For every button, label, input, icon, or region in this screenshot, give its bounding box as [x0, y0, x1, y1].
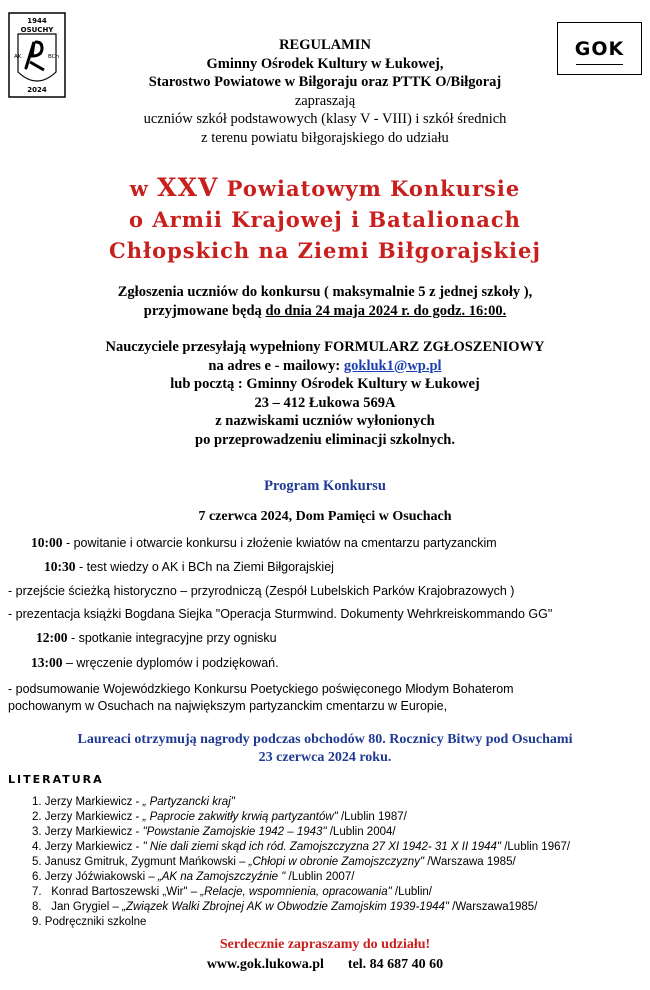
registration [0, 283, 650, 320]
registration-deadline: do dnia 24 maja 2024 r. do godz. 16:00. [265, 302, 507, 319]
registration-prefix: przyjmowane będą [143, 302, 266, 319]
registration-line-1: Zgłoszenia uczniów do konkursu ( maksymalnie 5 z jednej szkoły ), [117, 284, 533, 300]
lit-num: 7. [32, 886, 42, 898]
lit-rest: /Lublin 1987/ [337, 811, 407, 823]
logo-bottom-year: 2024 [27, 86, 47, 94]
program-summary-line-2: pochowanym w Osuchach na największym partyzanckim cmentarzu w Europie, [8, 699, 448, 713]
footer-contact [0, 957, 650, 973]
lit-rest: /Lublin/ [391, 886, 432, 898]
lit-author: Jerzy Jóźwiakowski – [44, 871, 158, 883]
regulamin-title: REGULAMIN [279, 37, 371, 53]
footer-phone: tel. 84 687 40 60 [347, 957, 444, 972]
literature-item [32, 885, 432, 899]
organizer-line-1: Gminny Ośrodek Kultury w Łukowej, [206, 55, 444, 72]
laureates-line-2: 23 czerwca 2024 roku. [258, 750, 392, 765]
teachers-info [0, 338, 650, 449]
footer-invite: Serdecznie zapraszamy do udziału! [219, 937, 431, 952]
audience-line-1: uczniów szkół podstawowych (klasy V - VIII) i szkół średnich [143, 111, 507, 127]
program-text: - spotkanie integracyjne przy ognisku [67, 631, 277, 645]
teachers-line-4: 23 – 412 Łukowa 569A [254, 394, 396, 411]
lit-author: Janusz Gmitruk, Zygmunt Mańkowski – [44, 856, 249, 868]
literature-item [32, 795, 235, 809]
program-summary-line-1: - podsumowanie Wojewódzkiego Konkursu Poetyckiego poświęconego Młodym Bohaterom [8, 682, 514, 696]
program-text: - test wiedzy o AK i BCh na Ziemi Biłgorajskiej [75, 560, 334, 574]
lit-rest: /Warszawa1985/ [448, 901, 538, 913]
program-heading: Program Konkursu [264, 478, 386, 494]
organizer-line-2: Starostwo Powiatowe w Biłgoraju oraz PTTK O/Biłgoraj [148, 74, 502, 90]
lit-title: „ Partyzancki kraj" [142, 796, 235, 808]
lit-title: „Chłopi w obronie Zamojszczyzny" [248, 856, 425, 868]
contest-title-line-2: o Armii Krajowej i Batalionach [129, 207, 521, 232]
logo-left-text: AK [14, 54, 22, 60]
teachers-line-3: lub pocztą : Gminny Ośrodek Kultury w Łukowej [170, 376, 480, 392]
literature-heading: LITERATURA [8, 773, 104, 786]
header [0, 36, 650, 147]
laureates-line-1: Laureaci otrzymują nagrody podczas obchodów 80. Rocznicy Bitwy pod Osuchami [77, 732, 573, 747]
lit-title: „Relacje, wspomnienia, opracowania" [200, 886, 392, 898]
program-item-6 [31, 655, 279, 671]
lit-num: 3. [32, 826, 42, 838]
title-line1-rest: Powiatowym Konkursie [218, 176, 521, 201]
logo-right-text: BCh [48, 54, 60, 60]
lit-num: 6. [32, 871, 42, 883]
lit-author: Jerzy Markiewicz - [44, 841, 143, 853]
contest-title [0, 172, 650, 266]
lit-title: „Związek Walki Zbrojnej AK w Obwodzie Zamojskim 1939-1944" [122, 901, 449, 913]
lit-num: 9. [32, 916, 42, 928]
program-time: 13:00 [31, 655, 63, 670]
literature-item [32, 855, 516, 869]
gok-logo-text: GOK [574, 37, 625, 60]
literature-item [32, 900, 537, 914]
contest-title-line-3: Chłopskich na Ziemi Biłgorajskiej [109, 238, 541, 263]
footer-website[interactable]: www.gok.lukowa.pl [206, 957, 324, 972]
lit-num: 5. [32, 856, 42, 868]
lit-num: 1. [32, 796, 42, 808]
lit-author: Konrad Bartoszewski „Wir" – [51, 886, 201, 898]
contest-title-line-1 [0, 172, 650, 204]
lit-title: „ Paprocie zakwitły krwią partyzantów" [142, 811, 338, 823]
literature-item [32, 840, 570, 854]
teachers-line-5: z nazwiskami uczniów wyłonionych [215, 413, 435, 429]
title-roman-numeral: XXV [157, 173, 219, 202]
email-link[interactable]: gokluk1@wp.pl [343, 357, 442, 374]
program-item-4 [8, 606, 552, 622]
teachers-line-6: po przeprowadzeniu eliminacji szkolnych. [195, 431, 455, 448]
lit-num: 2. [32, 811, 42, 823]
logo-top-year: 1944 [27, 17, 47, 25]
lit-title: "Powstanie Zamojskie 1942 – 1943" [142, 826, 327, 838]
program-text: - powitanie i otwarcie konkursu i złożenie kwiatów na cmentarzu partyzanckim [62, 536, 497, 550]
lit-rest: /Lublin 2007/ [285, 871, 355, 883]
program-time: 12:00 [36, 630, 68, 645]
literature-item [32, 870, 354, 884]
lit-rest: /Lublin 2004/ [326, 826, 396, 838]
program-item-1 [31, 535, 497, 551]
teachers-line-2 [0, 357, 650, 376]
literature-item [32, 810, 407, 824]
program-date-place: 7 czerwca 2024, Dom Pamięci w Osuchach [198, 509, 452, 524]
lit-author: Jerzy Markiewicz - [44, 796, 143, 808]
program-item-3 [8, 583, 514, 599]
program-text: - przejście ścieżką historyczno – przyrodniczą (Zespół Lubelskich Parków Krajobrazowych ) [8, 584, 515, 598]
program-time: 10:30 [44, 559, 76, 574]
program-text: – wręczenie dyplomów i podziękowań. [62, 656, 279, 670]
literature-item [32, 915, 146, 929]
registration-line-2 [0, 302, 650, 321]
literature-item [32, 825, 396, 839]
lit-title: " Nie dali ziemi skąd ich ród. Zamojszczyzna 27 XI 1942- 31 X II 1944" [142, 841, 502, 853]
program-text: - prezentacja książki Bogdana Siejka "Operacja Sturmwind. Dokumenty Wehrkreiskommando GG" [8, 607, 553, 621]
lit-author: Jan Grygiel – [51, 901, 123, 913]
program-item-2 [44, 559, 334, 575]
lit-title: „AK na Zamojszczyźnie " [157, 871, 286, 883]
lit-rest: /Warszawa 1985/ [424, 856, 516, 868]
lit-num: 8. [32, 901, 42, 913]
audience-line-2: z terenu powiatu biłgorajskiego do udziału [201, 129, 449, 146]
teachers-line-1: Nauczyciele przesyłają wypełniony FORMULARZ ZGŁOSZENIOWY [105, 339, 545, 355]
lit-num: 4. [32, 841, 42, 853]
lit-rest: /Lublin 1967/ [501, 841, 571, 853]
lit-author: Jerzy Markiewicz - [44, 811, 143, 823]
invite-line: zapraszają [294, 92, 356, 109]
email-label: na adres e - mailowy: [208, 357, 344, 374]
title-prefix: w [129, 176, 158, 201]
lit-author: Podręczniki szkolne [44, 916, 147, 928]
program-time: 10:00 [31, 535, 63, 550]
program-item-5 [36, 630, 277, 646]
logo-name: OSUCHY [20, 26, 54, 34]
lit-author: Jerzy Markiewicz - [44, 826, 143, 838]
laureates [0, 731, 650, 767]
